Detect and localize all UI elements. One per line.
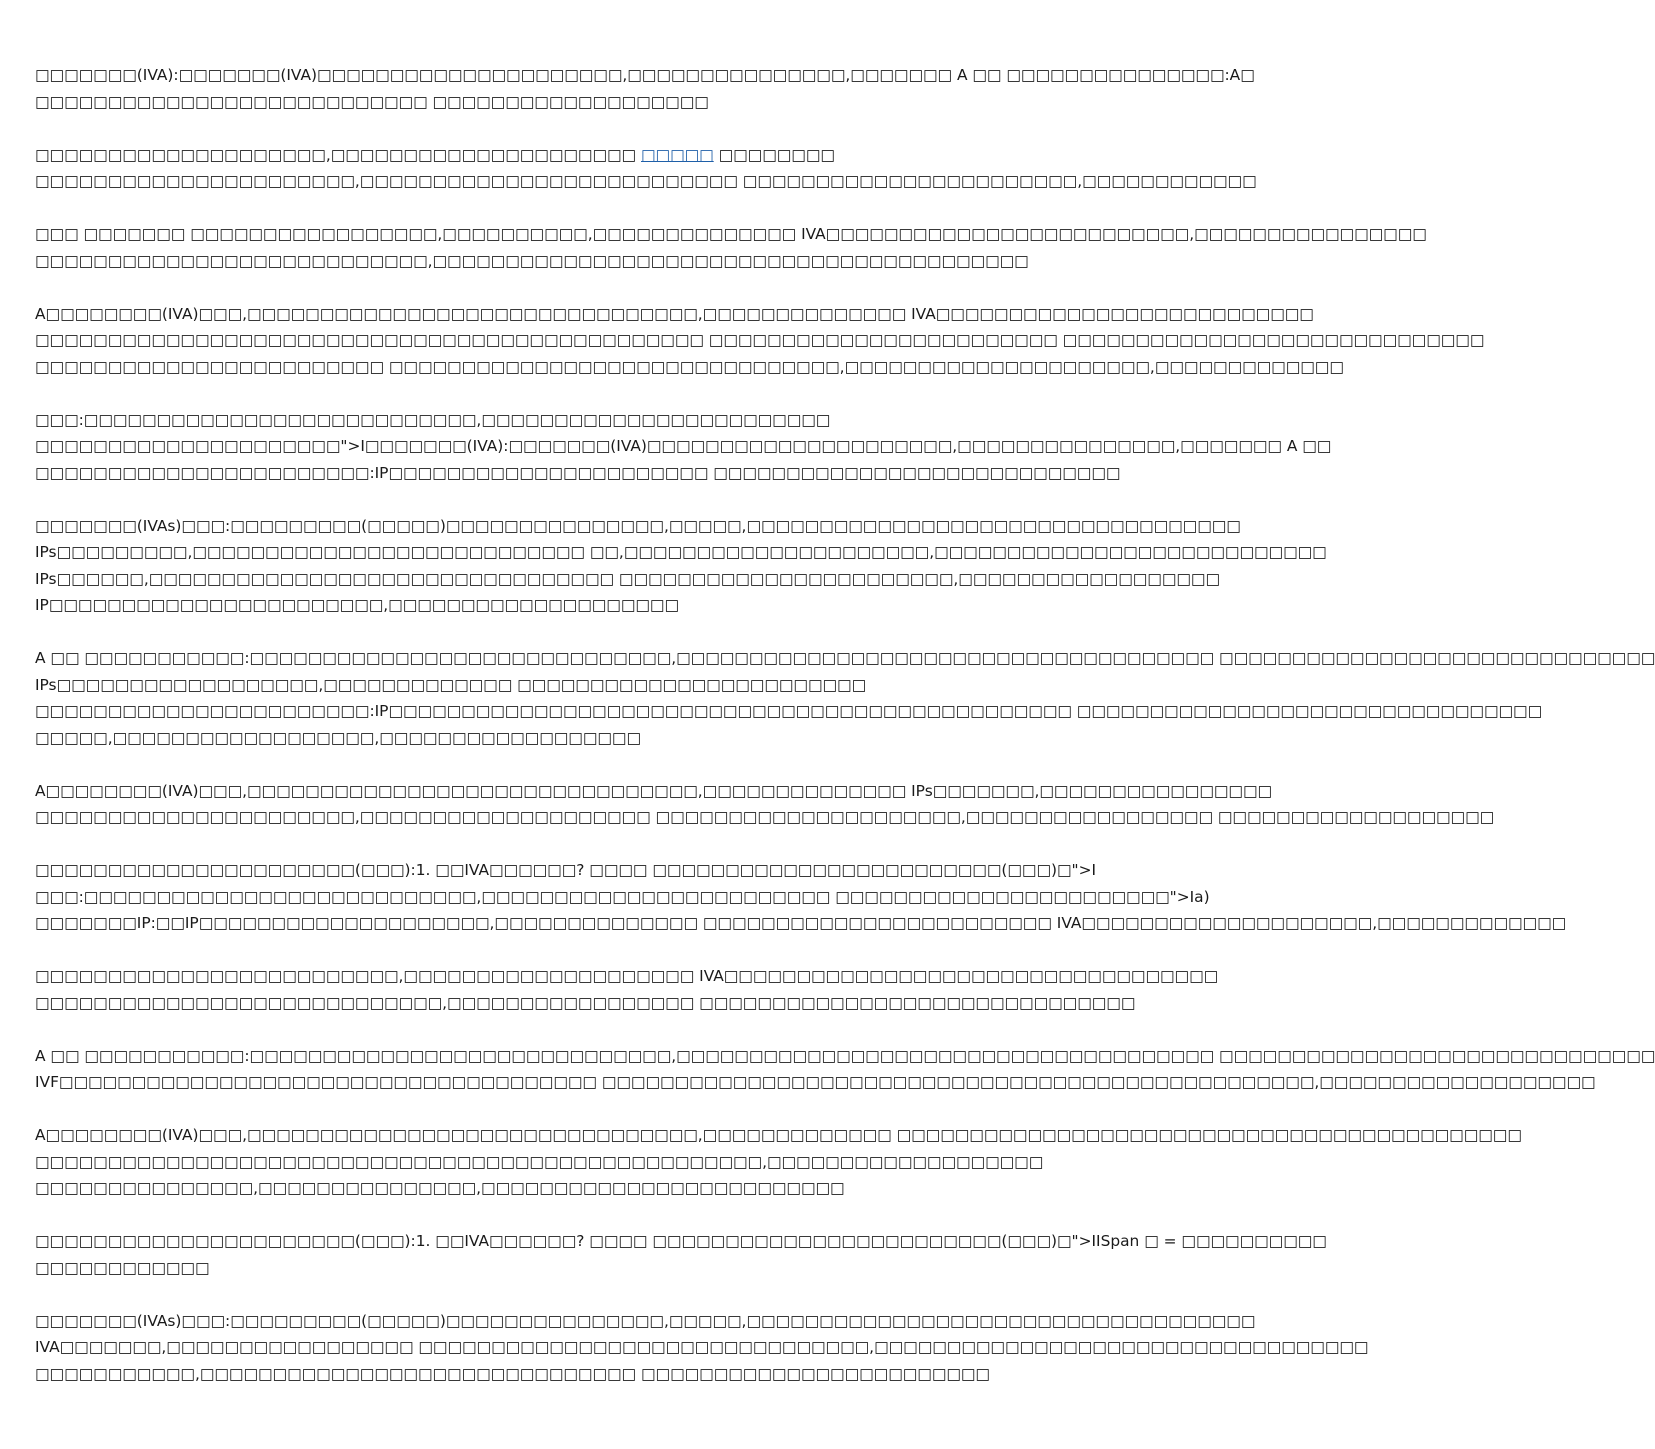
text-line: □□□□□□□(IVAs)□□□:□□□□□□□□□(□□□□□)□□□□□□□□□□□□□□□,□□□□□,□□□□□□□□□□□□□□□□□□□□□□□□□□□□□□□□□□ — [35, 516, 1241, 535]
text-line: □□□□□□□□□□□□□□□□□□□□□">I□□□□□□□(IVA):□□□□□□□(IVA)□□□□□□□□□□□□□□□□□□□□□,□□□□□□□□□□□□□□□,□□□□□□□ A □□ — [35, 437, 1332, 455]
text-line: A□□□□□□□□(IVA)□□□,□□□□□□□□□□□□□□□□□□□□□□□□□□□□□□□,□□□□□□□□□□□□□ □□□□□□□□□□□□□□□□□□□□□□□□□□□□□□□□□□□□□□□□□□□ — [35, 1126, 1522, 1144]
text-line: □□□ □□□□□□□ □□□□□□□□□□□□□□□□□,□□□□□□□□□□,□□□□□□□□□□□□□□ IVA□□□□□□□□□□□□□□□□□□□□□□□□□,□□□□□□□□□□□□□□□□ — [35, 225, 1427, 243]
paragraph-1 — [35, 62, 1255, 115]
text-line: IPs□□□□□□□□□,□□□□□□□□□□□□□□□□□□□□□□□□□□□ □□,□□□□□□□□□□□□□□□□□□□□□,□□□□□□□□□□□□□□□□□□□□□□□□□□□ — [35, 543, 1327, 561]
paragraph-9 — [35, 857, 1567, 937]
text-line: □□□□□□□□□□□□□□□□□□□□□□□□□□□□□□□□□□□□□□□□□□□□□□□□□□,□□□□□□□□□□□□□□□□□□□ — [35, 1152, 1044, 1171]
text-line-with-link — [35, 142, 989, 169]
text-line: IPs□□□□□□□□□□□□□□□□□□,□□□□□□□□□□□□□ □□□□□□□□□□□□□□□□□□□□□□□□ — [35, 675, 867, 694]
text-line: □□□□□□□□□□□□□□□□□□□□□□□□ □□□□□□□□□□□□□□□□□□□□□□□□□□□□□□□,□□□□□□□□□□□□□□□□□□□□□,□□□□□□□□□□□□□ — [35, 357, 1344, 376]
paragraph-10 — [35, 963, 1219, 1016]
text-line: □□□:□□□□□□□□□□□□□□□□□□□□□□□□□□□,□□□□□□□□□□□□□□□□□□□□□□□□ — [35, 410, 831, 429]
text-line: □□□□□□□□□□□□□□□□□□□□□□(□□□):1. □□IVA□□□□□□? □□□□ □□□□□□□□□□□□□□□□□□□□□□□□(□□□)□">IISpan □ = □□□□□□□□□□ — [35, 1232, 1327, 1250]
text-line: □□□□□□□□□□□□□□□□□□□□□□,□□□□□□□□□□□□□□□□□□□□ □□□□□□□□□□□□□□□□□□□□□,□□□□□□□□□□□□□□□□□ □□□□□□□□□□□□□□□□□□□ — [35, 808, 1495, 826]
text-line: □□□:□□□□□□□□□□□□□□□□□□□□□□□□□□□,□□□□□□□□□□□□□□□□□□□□□□□□ □□□□□□□□□□□□□□□□□□□□□□□">Ia) — [35, 887, 1210, 906]
text-line: IVF□□□□□□□□□□□□□□□□□□□□□□□□□□□□□□□□□□□□□ □□□□□□□□□□□□□□□□□□□□□□□□□□□□□□□□□□□□□□□□□□□□□□□□□,□□□□□□□□□□□□□□□□□□□ — [35, 1073, 1596, 1091]
text-line: □□□□□□□(IVA):□□□□□□□(IVA)□□□□□□□□□□□□□□□□□□□□□,□□□□□□□□□□□□□□□,□□□□□□□ A □□ □□□□□□□□□□□□□□□:A□ — [35, 66, 1255, 84]
text-line: □□□□□□□□□□□□□□□□□□□□□□(□□□):1. □□IVA□□□□□□? □□□□ □□□□□□□□□□□□□□□□□□□□□□□□(□□□)□">I — [35, 861, 1097, 879]
text-line: □□□□□□□□□□□□□□□,□□□□□□□□□□□□□□□,□□□□□□□□□□□□□□□□□□□□□□□□□ — [35, 1179, 845, 1197]
paragraph-3 — [35, 221, 1427, 274]
text-line: □□□□□□□□□□□□□□□□□□□□□□□□□□□,□□□□□□□□□□□□□□□□□□□□□□□□□□□□□□□□□□□□□□□□□ — [35, 251, 1029, 270]
text-line: □□□□□□□□□□□□ — [35, 1258, 210, 1277]
text-line: □□□□□,□□□□□□□□□□□□□□□□□□,□□□□□□□□□□□□□□□□□□ — [35, 728, 641, 747]
paragraph-12 — [35, 1122, 1522, 1202]
text-line: A □□ □□□□□□□□□□□:□□□□□□□□□□□□□□□□□□□□□□□□□□□□□,□□□□□□□□□□□□□□□□□□□□□□□□□□□□□□□□□□□□□ □□□□□□□□□□□□□□□□□□□□□□□□□□□□□□ — [35, 649, 1655, 667]
text-segment: □□□□□□□□□□□□□□□□□□□□,□□□□□□□□□□□□□□□□□□□□□ — [35, 145, 641, 164]
paragraph-6 — [35, 513, 1327, 619]
text-line: IP□□□□□□□□□□□□□□□□□□□□□□□,□□□□□□□□□□□□□□□□□□□□ — [35, 596, 679, 614]
paragraph-5 — [35, 407, 1332, 487]
text-line: A □□ □□□□□□□□□□□:□□□□□□□□□□□□□□□□□□□□□□□□□□□□□,□□□□□□□□□□□□□□□□□□□□□□□□□□□□□□□□□□□□□ □□□□□□□□□□□□□□□□□□□□□□□□□□□□□□ — [35, 1046, 1655, 1065]
text-line: □□□□□□□□□□□□□□□□□□□□□□□□□□□□□□□□□□□□□□□□□□□□□□ □□□□□□□□□□□□□□□□□□□□□□□□ □□□□□□□□□□□□□□□□□□□□□□□□□□□□□ — [35, 331, 1485, 349]
text-line: □□□□□□□□□□□,□□□□□□□□□□□□□□□□□□□□□□□□□□□□□□ □□□□□□□□□□□□□□□□□□□□□□□□ — [35, 1364, 990, 1383]
paragraph-2 — [35, 142, 1257, 195]
text-line: IVA□□□□□□□,□□□□□□□□□□□□□□□□□ □□□□□□□□□□□□□□□□□□□□□□□□□□□□□□□,□□□□□□□□□□□□□□□□□□□□□□□□□□□□□□□□□□ — [35, 1338, 1369, 1356]
text-line: A□□□□□□□□(IVA)□□□,□□□□□□□□□□□□□□□□□□□□□□□□□□□□□□□,□□□□□□□□□□□□□□ IVA□□□□□□□□□□□□□□□□□□□□□□□□□□ — [35, 304, 1314, 323]
paragraph-7 — [35, 645, 1655, 751]
text-line: □□□□□□□(IVAs)□□□:□□□□□□□□□(□□□□□)□□□□□□□□□□□□□□□,□□□□□,□□□□□□□□□□□□□□□□□□□□□□□□□□□□□□□□□□□ — [35, 1311, 1256, 1330]
text-line: IPs□□□□□□,□□□□□□□□□□□□□□□□□□□□□□□□□□□□□□□□ □□□□□□□□□□□□□□□□□□□□□□□,□□□□□□□□□□□□□□□□□□ — [35, 569, 1221, 588]
text-line: □□□□□□□IP:□□IP□□□□□□□□□□□□□□□□□□□□,□□□□□□□□□□□□□□ □□□□□□□□□□□□□□□□□□□□□□□□ IVA□□□□□□□□□□□□□□□□□□□□,□□□□□□□□□□□□□ — [35, 914, 1567, 932]
paragraph-11 — [35, 1043, 1655, 1096]
paragraph-8 — [35, 778, 1495, 831]
text-line: □□□□□□□□□□□□□□□□□□□□□□□:IP□□□□□□□□□□□□□□□□□□□□□□ □□□□□□□□□□□□□□□□□□□□□□□□□□□□ — [35, 463, 1121, 482]
text-line: □□□□□□□□□□□□□□□□□□□□□□□:IP□□□□□□□□□□□□□□□□□□□□□□□□□□□□□□□□□□□□□□□□□□□□□□□ □□□□□□□□□□□□□□□□□□□□□□□□□□□□□□□□ — [35, 702, 1543, 720]
paragraph-13 — [35, 1228, 1327, 1281]
paragraph-14 — [35, 1308, 1369, 1388]
text-line: □□□□□□□□□□□□□□□□□□□□□□□□□□□ □□□□□□□□□□□□□□□□□□□ — [35, 92, 709, 111]
text-line: □□□□□□□□□□□□□□□□□□□□□□,□□□□□□□□□□□□□□□□□□□□□□□□□□ □□□□□□□□□□□□□□□□□□□□□□□,□□□□□□□□□□□□ — [35, 172, 1257, 190]
paragraph-4 — [35, 301, 1485, 381]
text-line: □□□□□□□□□□□□□□□□□□□□□□□□□,□□□□□□□□□□□□□□□□□□□□ IVA□□□□□□□□□□□□□□□□□□□□□□□□□□□□□□□□□□ — [35, 967, 1219, 985]
text-segment: □□□□□□□□ — [713, 145, 835, 164]
text-line: A□□□□□□□□(IVA)□□□,□□□□□□□□□□□□□□□□□□□□□□□□□□□□□□□,□□□□□□□□□□□□□□ IPs□□□□□□□,□□□□□□□□□□□□□□□□ — [35, 781, 1273, 800]
inline-link[interactable]: □□□□□ — [640, 145, 714, 164]
text-line: □□□□□□□□□□□□□□□□□□□□□□□□□□□□,□□□□□□□□□□□□□□□□□ □□□□□□□□□□□□□□□□□□□□□□□□□□□□□□ — [35, 993, 1136, 1012]
